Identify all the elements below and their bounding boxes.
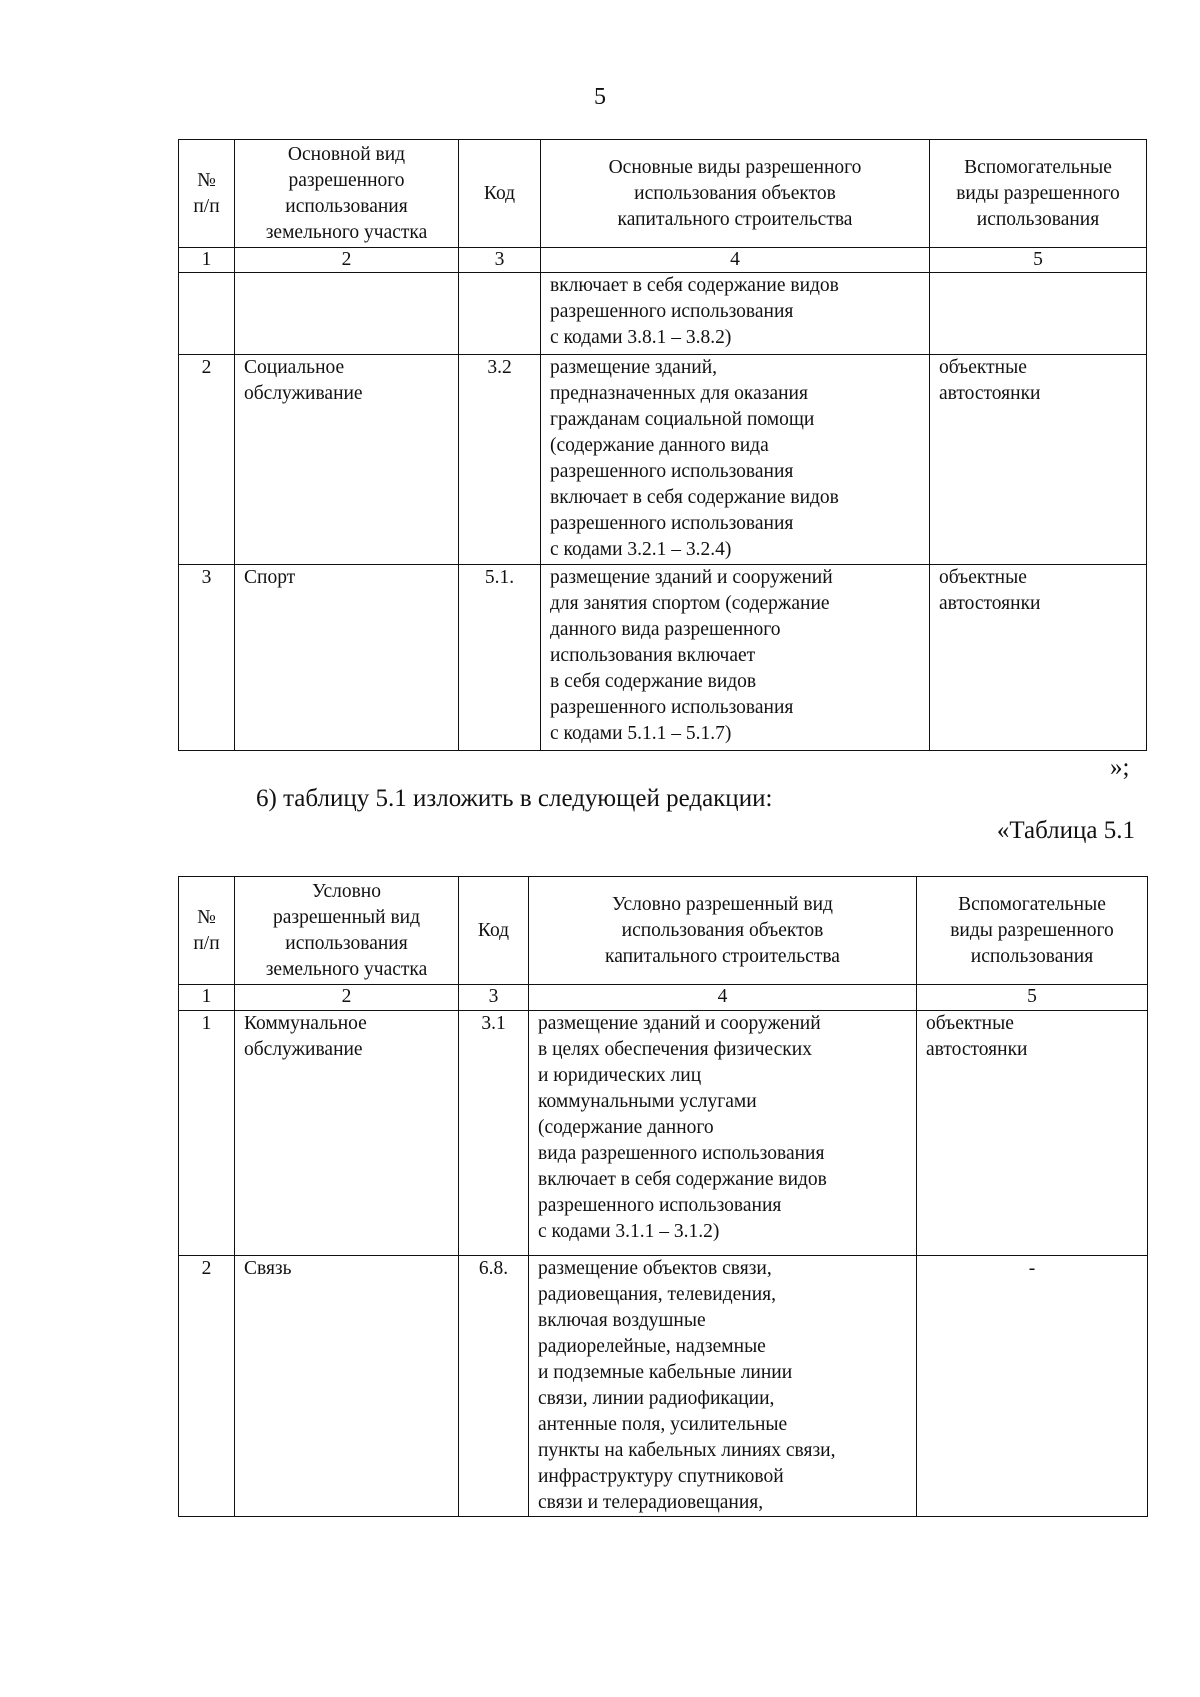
header-capital-use: Условно разрешенный вид использования объектов капитального строительства [529,877,917,985]
row-capital-use: размещение зданий и сооружений для занятия спортом (содержание данного вида разрешенного использования включает в себя содержание видов разрешенного использования с кодами 5.1.1 – 5.1.7) [541,565,930,751]
row-code: 5.1. [459,565,541,751]
row-auxiliary: - [917,1256,1148,1517]
row-auxiliary: объектные автостоянки [930,355,1147,565]
column-number: 4 [529,985,917,1011]
row-capital-use: размещение зданий и сооружений в целях обеспечения физических и юридических лиц коммунальными услугами (содержание данного вида разрешенного использования включает в себя содержание видов разрешенного использования с кодами 3.1.1 – 3.1.2) [529,1011,917,1256]
row-land-use: Социальное обслуживание [235,355,459,565]
table-row [179,1011,1148,1256]
row-num: 3 [179,565,235,751]
row-num [179,273,235,355]
row-num: 2 [179,1256,235,1517]
table-row [179,273,1147,355]
amendment-paragraph: 6) таблицу 5.1 изложить в следующей редакции: [256,785,773,812]
row-code: 3.1 [459,1011,529,1256]
header-code: Код [459,877,529,985]
row-num: 2 [179,355,235,565]
row-capital-use: включает в себя содержание видов разрешенного использования с кодами 3.8.1 – 3.8.2) [541,273,930,355]
column-number: 2 [235,248,459,273]
page-number: 5 [594,84,606,110]
row-auxiliary: объектные автостоянки [917,1011,1148,1256]
row-land-use: Связь [235,1256,459,1517]
closing-quote: »; [1110,754,1130,781]
row-capital-use: размещение объектов связи, радиовещания, телевидения, включая воздушные радиорелейные, надземные и подземные кабельные линии связи, линии радиофикации, антенные поля, усилительные пункты на кабельных линиях связи, инфраструктуру спутниковой связи и телерадиовещания, [529,1256,917,1517]
column-number: 1 [179,985,235,1011]
header-auxiliary: Вспомогательные виды разрешенного использования [930,140,1147,248]
table-row [179,565,1147,751]
table-header-row [179,140,1147,248]
column-number: 5 [917,985,1148,1011]
table-caption: «Таблица 5.1 [996,817,1135,844]
row-code [459,273,541,355]
column-number: 4 [541,248,930,273]
header-land-use: Основной вид разрешенного использования земельного участка [235,140,459,248]
row-land-use: Спорт [235,565,459,751]
row-auxiliary [930,273,1147,355]
header-num: № п/п [179,140,235,248]
table-5-1 [178,876,1148,1517]
column-number: 2 [235,985,459,1011]
continued-table [178,139,1147,751]
row-land-use [235,273,459,355]
row-code: 6.8. [459,1256,529,1517]
column-number-row [179,248,1147,273]
header-capital-use: Основные виды разрешенного использования объектов капитального строительства [541,140,930,248]
row-code: 3.2 [459,355,541,565]
row-auxiliary: объектные автостоянки [930,565,1147,751]
header-num: № п/п [179,877,235,985]
row-capital-use: размещение зданий, предназначенных для оказания гражданам социальной помощи (содержание данного вида разрешенного использования включает в себя содержание видов разрешенного использования с кодами 3.2.1 – 3.2.4) [541,355,930,565]
column-number: 3 [459,248,541,273]
column-number-row [179,985,1148,1011]
column-number: 1 [179,248,235,273]
header-auxiliary: Вспомогательные виды разрешенного использования [917,877,1148,985]
row-land-use: Коммунальное обслуживание [235,1011,459,1256]
column-number: 3 [459,985,529,1011]
table-header-row [179,877,1148,985]
table-row [179,1256,1148,1517]
column-number: 5 [930,248,1147,273]
header-code: Код [459,140,541,248]
table-row [179,355,1147,565]
header-land-use: Условно разрешенный вид использования земельного участка [235,877,459,985]
row-num: 1 [179,1011,235,1256]
